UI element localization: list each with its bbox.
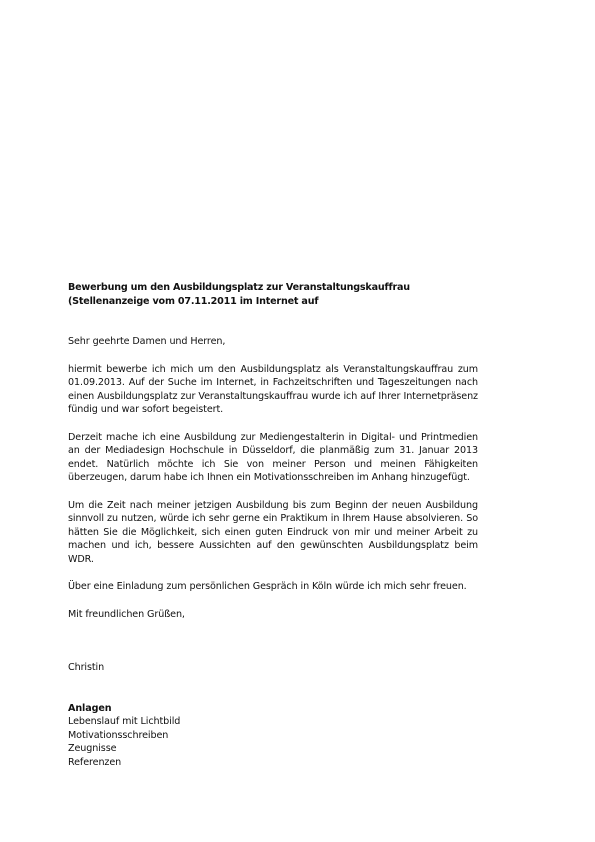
salutation: Sehr geehrte Damen und Herren,: [68, 336, 226, 347]
attachments-list: [68, 715, 478, 769]
attachment-item: Motivationsschreiben: [68, 729, 169, 741]
closing-phrase: Mit freundlichen Grüßen,: [68, 608, 185, 620]
attachment-item: Lebenslauf mit Lichtbild: [68, 716, 181, 727]
subject-block: [68, 281, 478, 308]
signature-name: Christin: [68, 662, 105, 673]
paragraph-current-training: Derzeit mache ich eine Ausbildung zur Mediengestalterin in Digital- und Printmedien an der Mediadesign Hochschule in Düsseldorf, die planmäßig zum 31. Januar 2013 endet. Natürlich möchte ich Sie von meiner Person und meinen Fähigkeiten überzeugen, darum habe ich Ihnen ein Motivationsschreiben im Anhang hinzugefügt.: [68, 431, 478, 483]
attachment-item: Referenzen: [68, 756, 122, 768]
attachment-item: Zeugnisse: [68, 743, 117, 754]
subject-line: Bewerbung um den Ausbildungsplatz zur Veranstaltungskauffrau: [68, 282, 410, 293]
paragraph-application: hiermit bewerbe ich mich um den Ausbildungsplatz als Veranstaltungskauffrau zum 01.09.2013. Auf der Suche im Internet, in Fachzeitschriften und Tageszeitungen nach einen Ausbildungsplatz zur Veranstaltungskauffrau wurde ich auf Ihrer Internetpräsenz fündig und war sofort begeistert.: [68, 363, 478, 415]
attachments-heading: Anlagen: [68, 702, 112, 714]
subject-reference-line: (Stellenanzeige vom 07.11.2011 im Internet auf: [68, 295, 319, 307]
attachments-block: [68, 702, 478, 770]
letter-body: [68, 281, 478, 769]
paragraph-invitation: Über eine Einladung zum persönlichen Gespräch in Köln würde ich mich sehr freuen.: [68, 581, 467, 592]
paragraph-internship: Um die Zeit nach meiner jetzigen Ausbildung bis zum Beginn der neuen Ausbildung sinnvoll zu nutzen, würde ich sehr gerne ein Praktikum in Ihrem Hause absolvieren. So hätten Sie die Möglichkeit, sich einen guten Eindruck von mir und meiner Arbeit zu machen und ich, bessere Aussichten auf den gewünschten Ausbildungsplatz beim WDR.: [68, 499, 478, 565]
